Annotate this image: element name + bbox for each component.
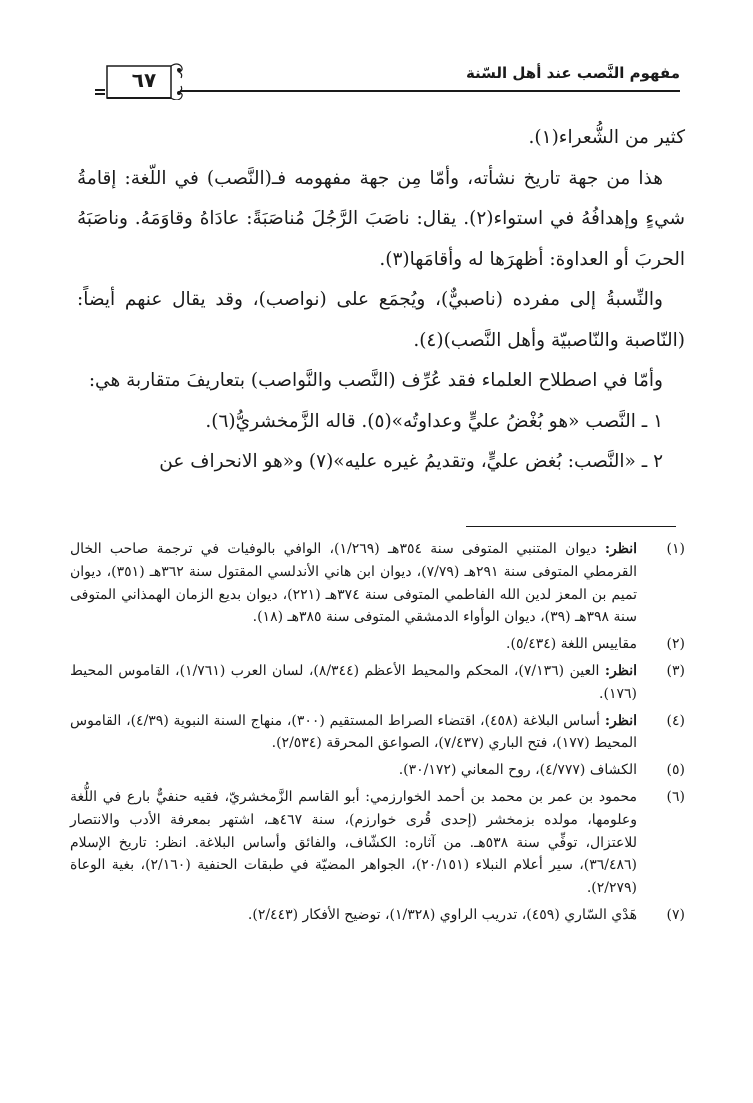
footnote — [70, 786, 685, 900]
footnote-number: (٥) — [666, 762, 685, 779]
running-title: مفهوم النَّصب عند أهل السّنة — [465, 64, 680, 82]
body-paragraph: وأمّا في اصطلاح العلماء فقد عُرِّف (النَّصب والنَّواصب) بتعاريفَ متقاربة هي: — [88, 370, 663, 391]
footnote-text: هَدْي السّاري (٤٥٩)، تدريب الراوي (١/٣٢٨)، توضيح الأفكار (٢/٤٤٣). — [247, 906, 637, 923]
footnote-text: ديوان المتنبي المتوفى سنة ٣٥٤هـ (١/٢٦٩)، الوافي بالوفيات في ترجمة صاحب الخال القرمطي المتوفى سنة ٢٩١هـ (٧/٧٩)، ديوان ابن هاني الأندلسي المقتول سنة ٣٦٢هـ (٣٥١)، ديوان تميم بن المعز لدين الله الفاطمي المتوفى سنة ٣٧٤هـ (٢٢١)، ديوان بديع الزمان الهمذاني المتوفى سنة ٣٩٨هـ (٣٩)، ديوان الوأواء الدمشقي المتوفى سنة ٣٨٥هـ (١٨). — [70, 541, 637, 626]
footnote-number: (٣) — [666, 662, 685, 679]
footnote-number: (٢) — [666, 636, 685, 653]
footnote-separator — [466, 526, 676, 527]
footnote-number: (٦) — [666, 788, 685, 805]
footnote-label: انظر: — [604, 712, 637, 729]
numbered-definition: ٢ ـ «النَّصب: بُغض عليٍّ، وتقديمُ غيره عليه»(٧) و«هو الانحراف عن — [159, 451, 663, 472]
footnote — [70, 759, 685, 782]
page-header — [95, 52, 680, 92]
footnote — [70, 710, 685, 756]
footnote-text: محمود بن عمر بن محمد بن أحمد الخوارزمي: أبو القاسم الزَّمخشريّ، فقيه حنفيٌّ بارع في اللُّغة وعلومها، مولده بزمخشر (إحدى قُرى خوارزم)، سنة ٤٦٧هـ، اشتهر بمعرفة الأدب والانتصار للاعتزال، توفِّي سنة ٥٣٨هـ. من آثاره: الكشّاف، والفائق وأساس البلاغة. انظر: تاريخ الإسلام (٣٦/٤٨٦)، سير أعلام النبلاء (٢٠/١٥١)، الجواهر المضيّة في طبقات الحنفية (٢/١٦٠)، بغية الوعاة (٢/٢٧٩). — [70, 788, 637, 897]
footnote-number: (٧) — [666, 906, 685, 923]
main-text — [77, 118, 685, 483]
numbered-definition: ١ ـ النَّصب «هو بُغْضُ عليٍّ وعداوتُه»(٥). قاله الزَّمخشريُّ(٦). — [205, 410, 663, 432]
footnote-number: (٤) — [666, 712, 685, 729]
header-rule — [180, 90, 680, 92]
footnote — [70, 538, 685, 629]
footnote — [70, 633, 685, 656]
footnote — [70, 660, 685, 706]
footnote-text: الكشاف (٤/٧٧٧)، روح المعاني (٣٠/١٧٢). — [398, 762, 637, 779]
footnote-text: أساس البلاغة (٤٥٨)، اقتضاء الصراط المستقيم (٣٠٠)، منهاج السنة النبوية (٤/٣٩)، القاموس المحيط (١٧٧)، فتح الباري (٧/٤٣٧)، الصواعق المحرقة (٢/٥٣٤). — [70, 712, 637, 752]
body-paragraph: هذا من جهة تاريخ نشأته، وأمّا مِن جهة مفهومه فـ(النَّصب) في اللّغة: إقامةُ شيءٍ وإهدافُهُ في استواء(٢). يقال: ناصَبَ الرَّجُلَ مُناصَبَةً: عادَاهُ وقاوَمَهُ. وناصَبَهُ الحربَ أو العداوة: أظهرَها له وأقامَها(٣). — [77, 167, 685, 270]
page-number: ٦٧ — [131, 68, 157, 92]
footnote-number: (١) — [666, 541, 685, 557]
footnote — [70, 904, 685, 927]
footnotes — [70, 538, 685, 931]
footnote-label: انظر: — [604, 541, 637, 557]
footnote-text: مقاييس اللغة (٥/٤٣٤). — [506, 636, 637, 653]
footnote-label: انظر: — [604, 662, 637, 679]
body-paragraph: والنِّسبةُ إلى مفرده (ناصبيٌّ)، ويُجمَع على (نواصب)، وقد يقال عنهم أيضاً: (النّاصبة والنّاصبيّة وأهل النَّصب)(٤). — [77, 289, 685, 351]
footnote-text: العين (٧/١٣٦)، المحكم والمحيط الأعظم (٨/٣٤٤)، لسان العرب (١/٧٦١)، القاموس المحيط (١٧٦). — [70, 662, 637, 702]
body-paragraph: كثير من الشُّعراء(١). — [528, 127, 685, 148]
